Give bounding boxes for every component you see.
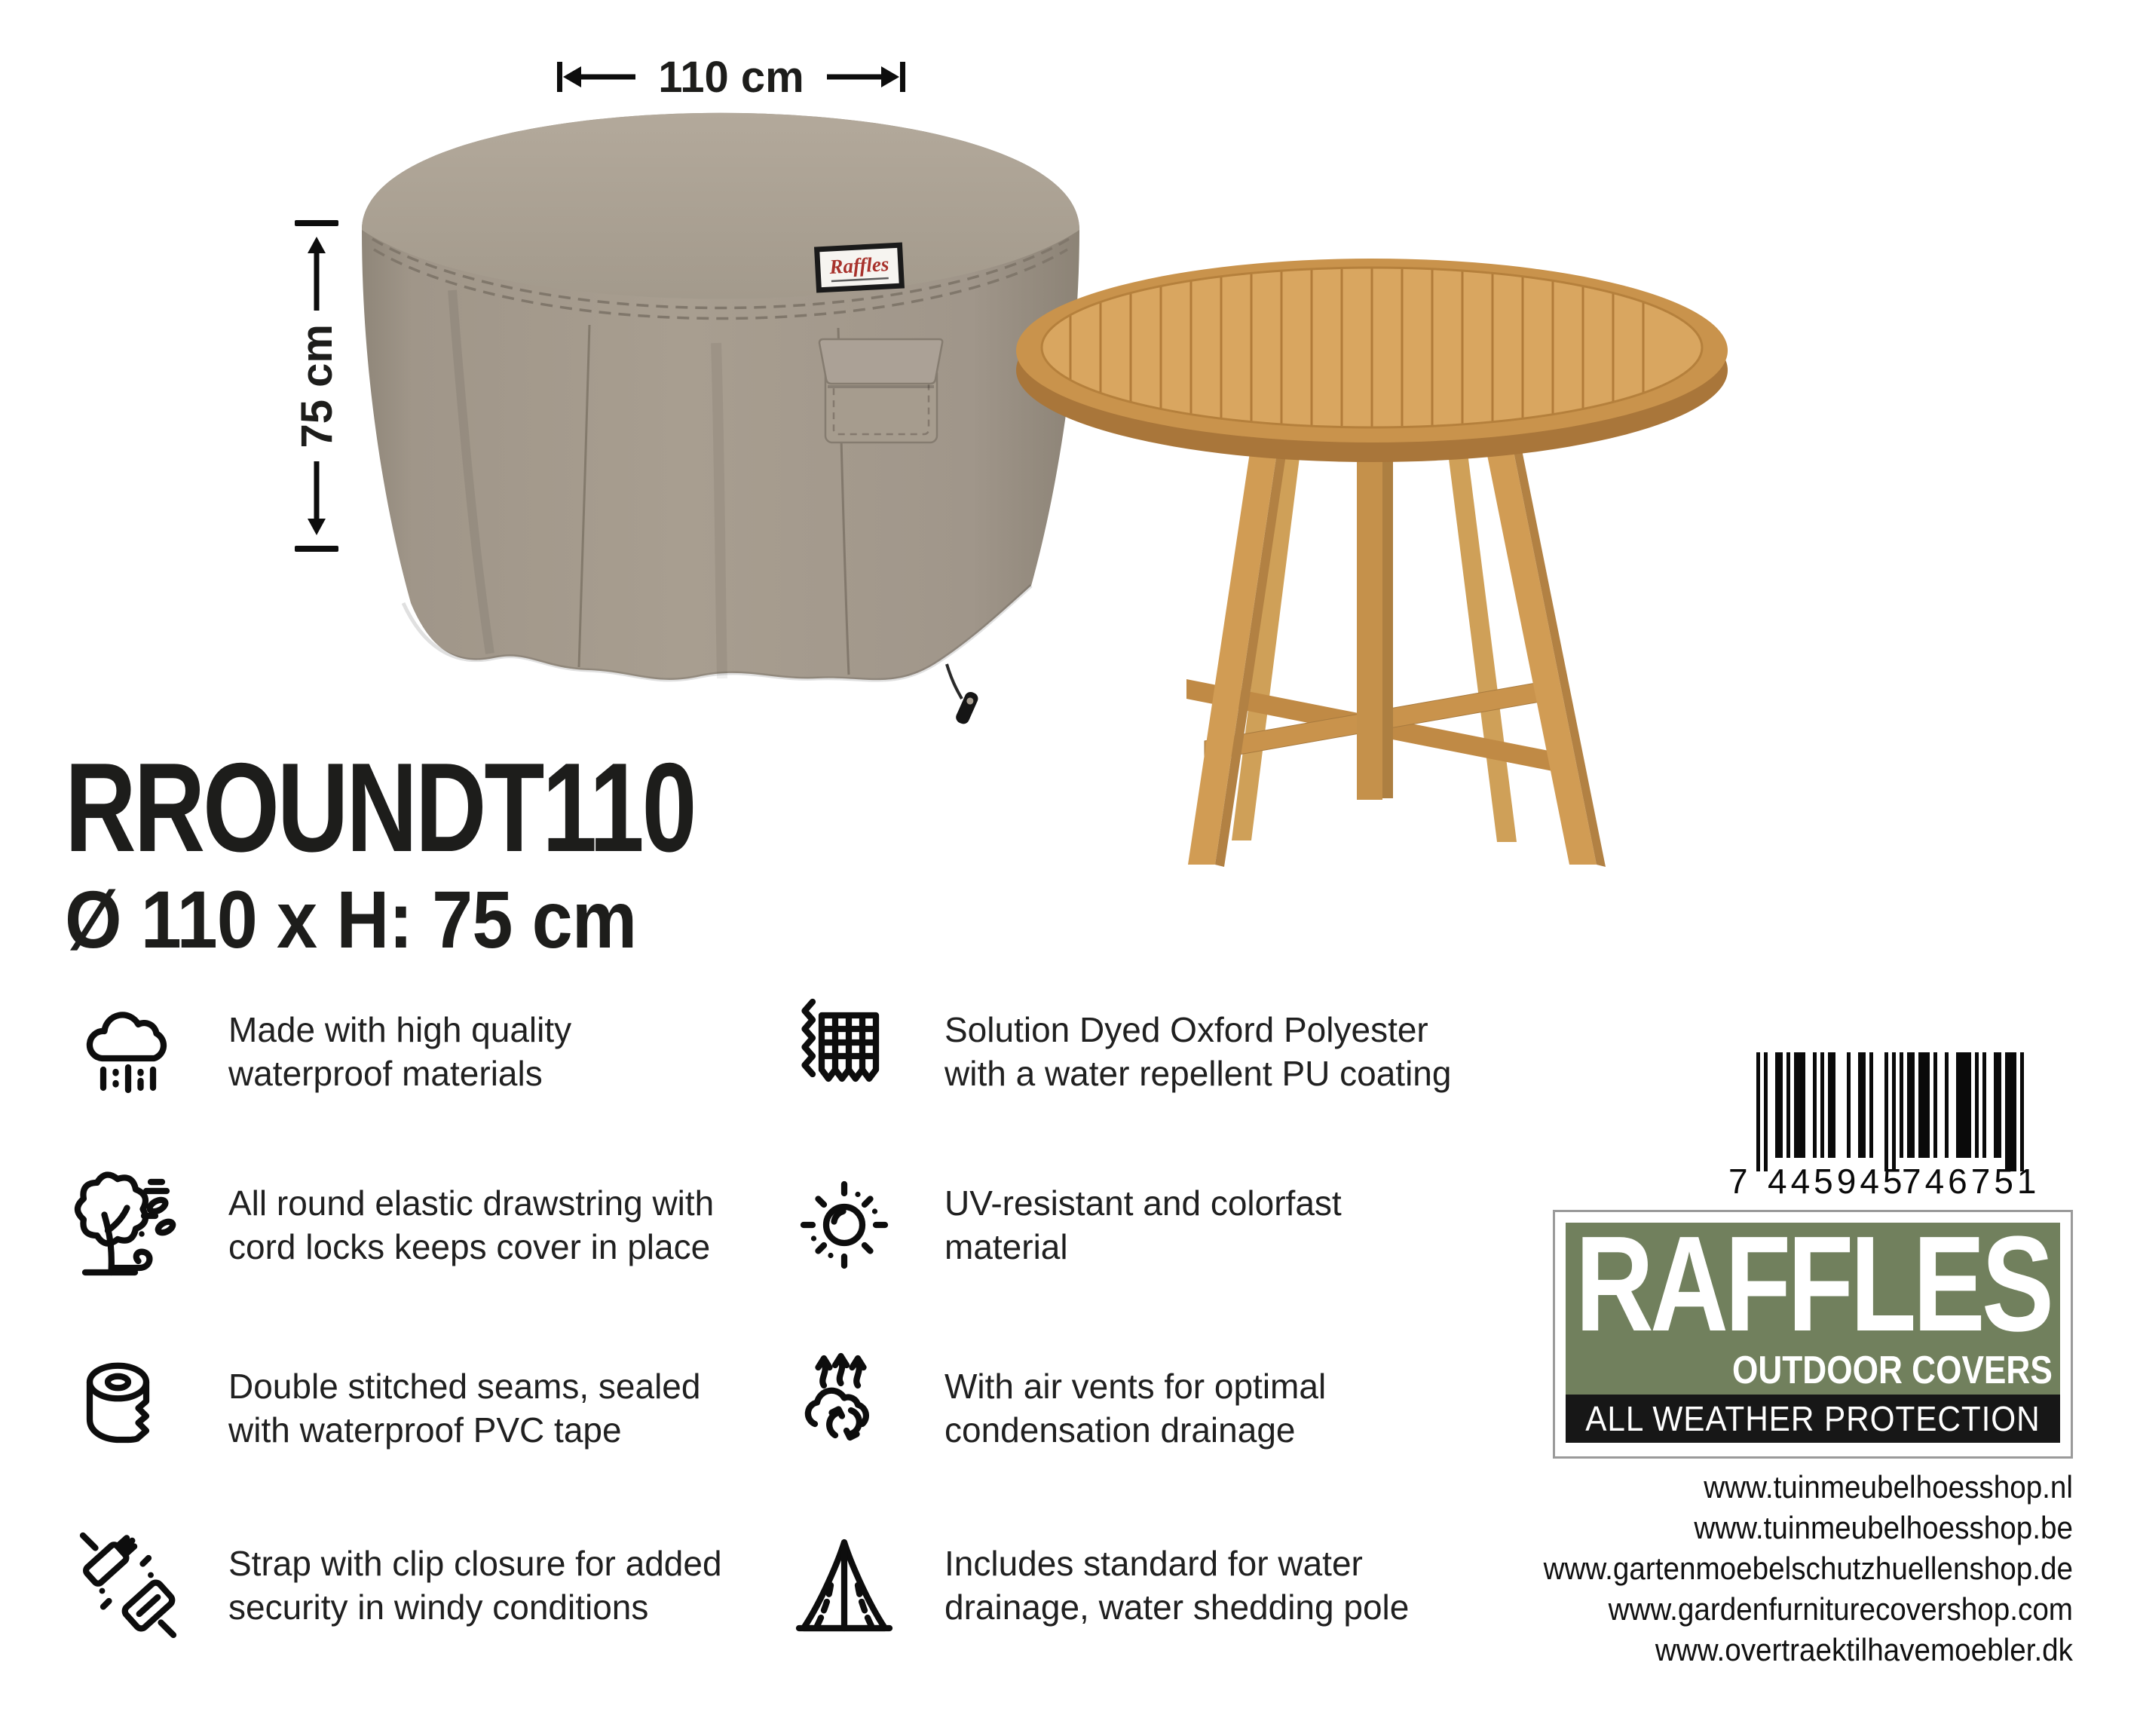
dimension-arrow-down-icon <box>300 460 333 538</box>
website-item: www.gardenfurniturecovershop.com <box>1608 1591 2073 1627</box>
feature-item <box>788 1161 1342 1289</box>
brand-logo-panel <box>1566 1223 2060 1395</box>
dimension-tick <box>295 546 338 552</box>
feature-text: With air vents for optimal condensation drainage <box>945 1367 1327 1450</box>
website-item: www.overtraektilhavemoebler.dk <box>1655 1632 2073 1667</box>
teak-table-image <box>1003 253 1741 893</box>
feature-item <box>72 987 571 1116</box>
brand-logo-division: OUTDOOR COVERS <box>1732 1349 2053 1392</box>
barcode-digits-left: 445945 <box>1768 1162 1906 1201</box>
furniture-cover-image <box>339 41 1101 735</box>
feature-text: Double stitched seams, sealed with waterproof PVC tape <box>228 1367 701 1450</box>
fabric-weave-icon <box>788 995 901 1108</box>
product-size-subtitle: Ø 110 x H: 75 cm <box>65 874 637 965</box>
drawstring-toggle <box>947 664 980 726</box>
website-item: www.tuinmeubelhoesshop.nl <box>1704 1469 2073 1505</box>
dimension-tick <box>295 220 338 226</box>
brand-logo <box>1553 1210 2073 1459</box>
feature-item <box>788 987 1451 1116</box>
rain-cloud-icon <box>72 995 185 1108</box>
feature-text: Made with high quality waterproof materials <box>228 1010 572 1093</box>
cover-pocket <box>819 339 942 442</box>
website-item: www.tuinmeubelhoesshop.be <box>1694 1510 2073 1545</box>
feature-item <box>72 1521 722 1649</box>
feature-text: Includes standard for water drainage, water shedding pole <box>945 1544 1410 1627</box>
feature-text: All round elastic drawstring with cord locks keeps cover in place <box>228 1183 715 1266</box>
barcode-digits-right: 746751 <box>1902 1162 2041 1201</box>
feature-item <box>72 1161 714 1289</box>
cover-brand-tag <box>817 245 902 290</box>
tape-roll-icon <box>72 1352 185 1465</box>
feature-text: UV-resistant and colorfast material <box>945 1183 1342 1266</box>
feature-text: Strap with clip closure for added security in windy conditions <box>228 1544 722 1627</box>
websites-list <box>1432 1467 2073 1670</box>
tree-wind-icon <box>72 1168 185 1281</box>
brand-logo-tagline: ALL WEATHER PROTECTION <box>1585 1399 2041 1438</box>
tent-pole-icon <box>788 1529 901 1642</box>
barcode <box>1722 1046 2043 1208</box>
website-item: www.gartenmoebelschutzhuellenshop.de <box>1543 1551 2073 1586</box>
cover-brand-tag-text: Raffles <box>828 252 890 279</box>
feature-item <box>72 1344 700 1472</box>
width-dimension-label: 110 cm <box>658 52 804 102</box>
dimension-arrow-up-icon <box>300 234 333 312</box>
product-code-title: RROUNDT110 <box>65 736 695 878</box>
sun-icon <box>788 1168 901 1281</box>
brand-logo-tagline-bar <box>1566 1395 2060 1443</box>
barcode-digit-lead: 7 <box>1728 1162 1752 1201</box>
height-dimension-label: 75 cm <box>292 324 341 449</box>
feature-item <box>788 1521 1409 1649</box>
feature-text: Solution Dyed Oxford Polyester with a water repellent PU coating <box>945 1010 1452 1093</box>
feature-item <box>788 1344 1326 1472</box>
strap-clip-icon <box>72 1529 185 1642</box>
air-vent-icon <box>788 1352 901 1465</box>
barcode-bars <box>1756 1052 2024 1171</box>
brand-logo-name: RAFFLES <box>1575 1223 2051 1360</box>
